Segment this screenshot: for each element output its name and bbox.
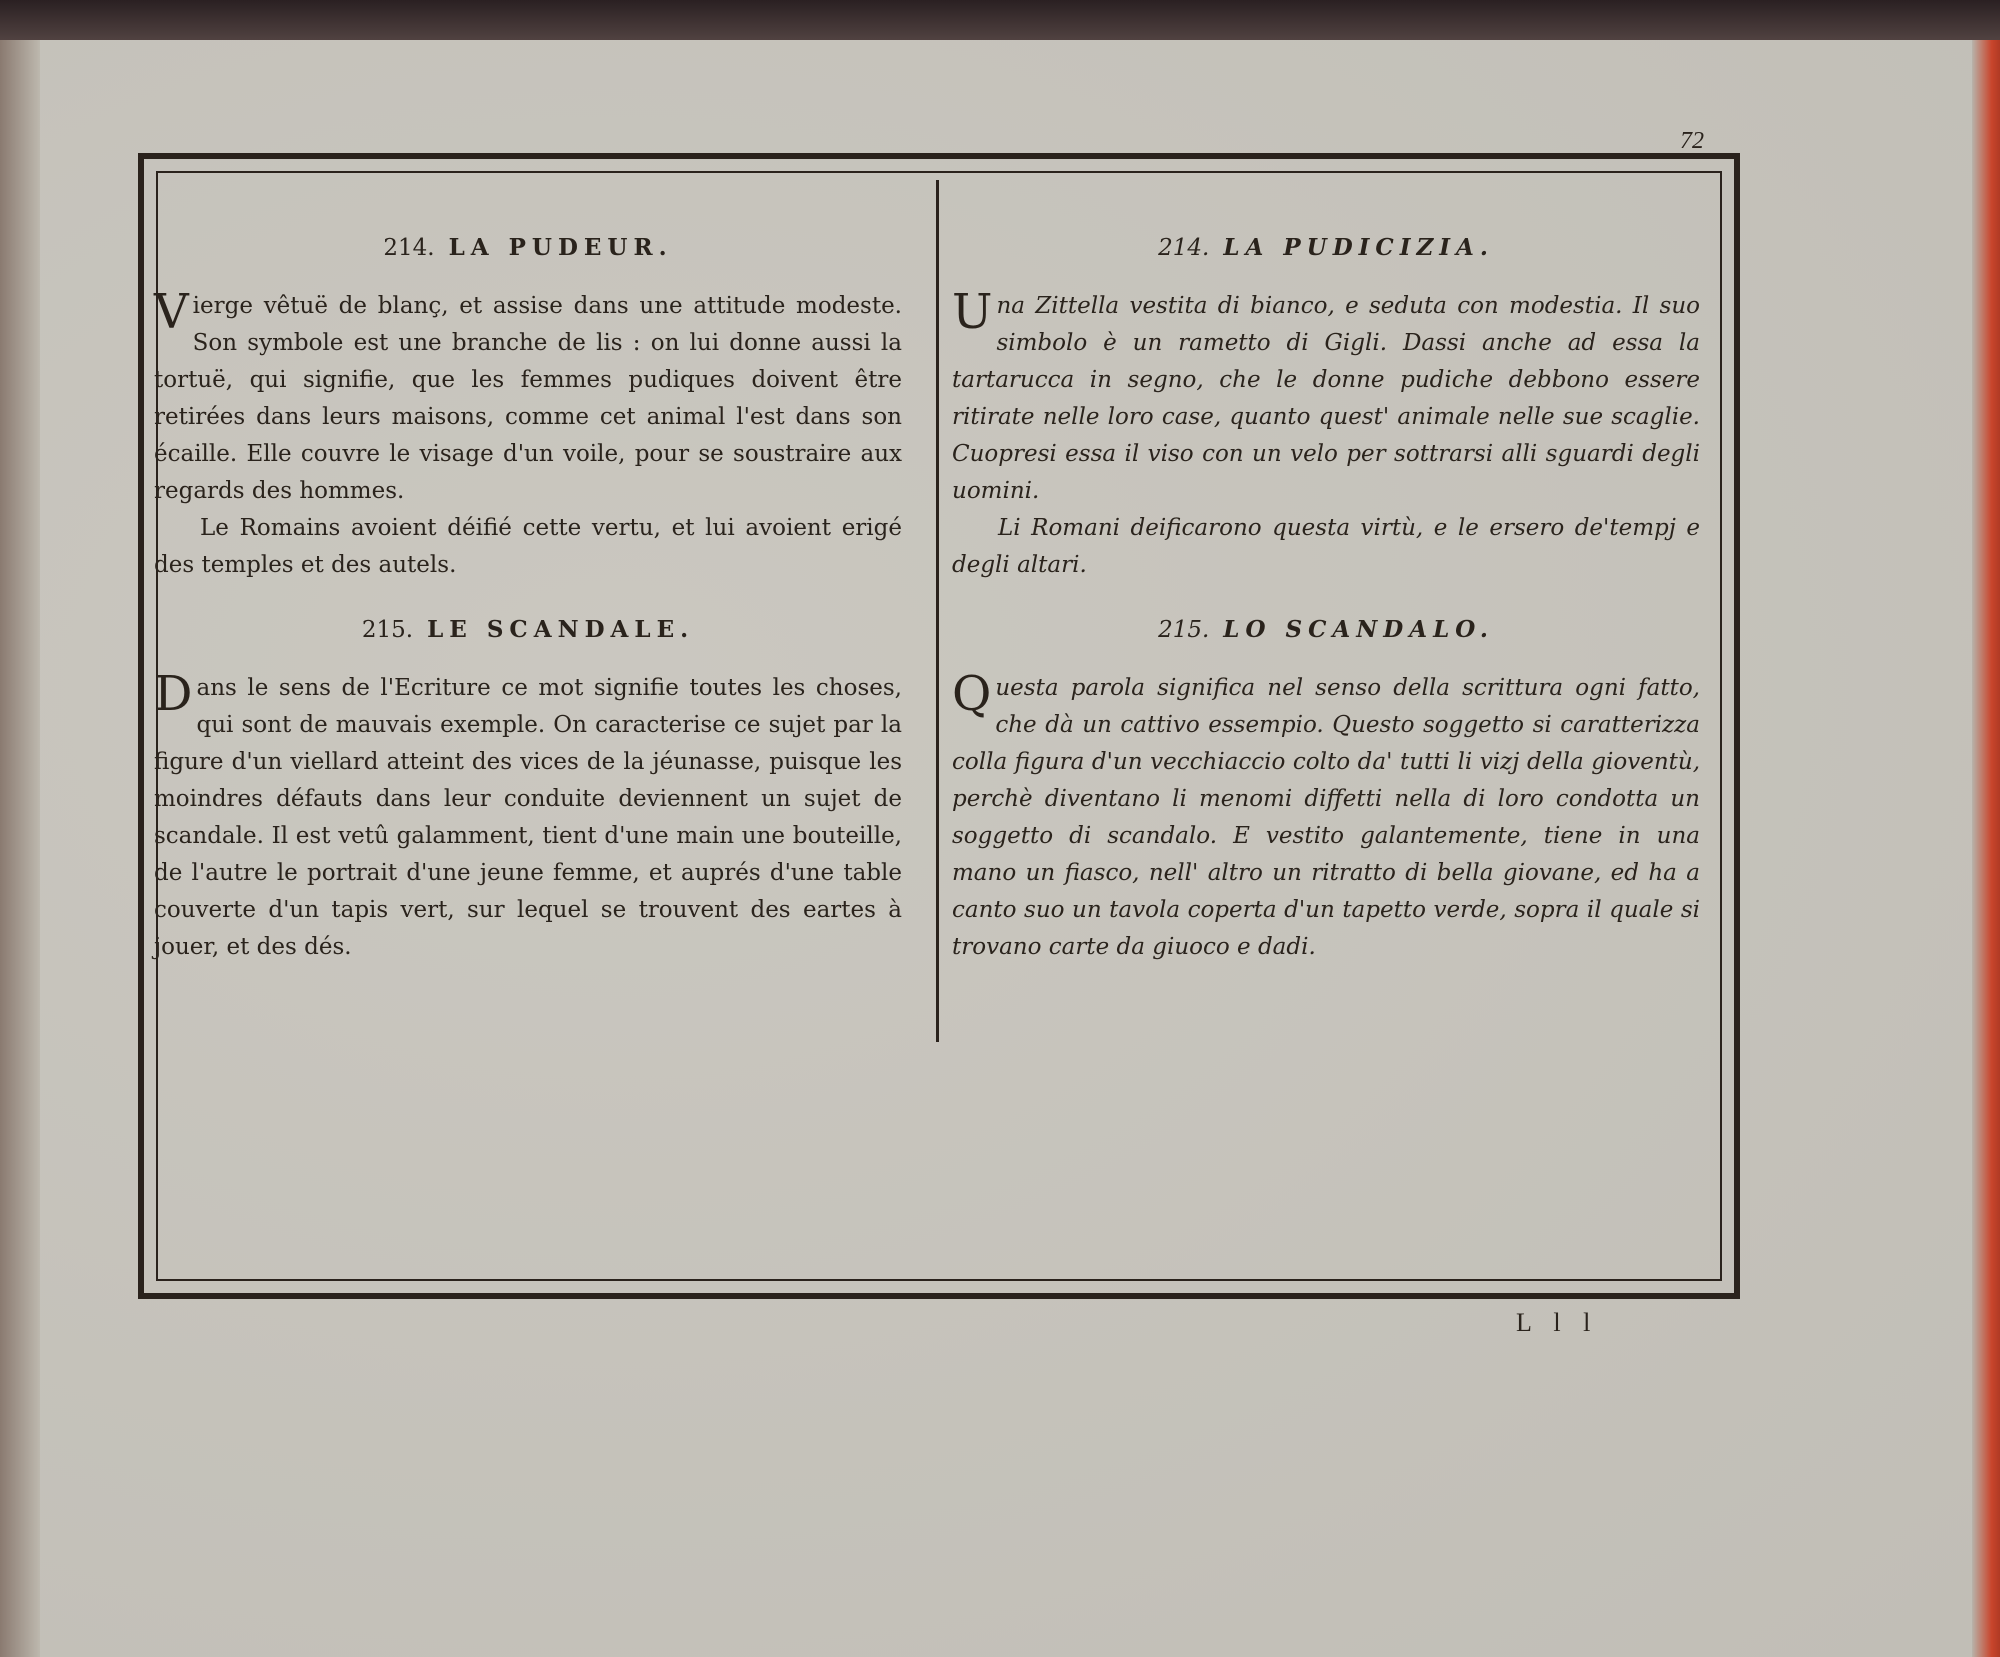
entry-body [952,284,1700,510]
entry-number: 214. [383,235,435,261]
entry-heading [154,230,902,266]
entry-body-second-paragraph: Le Romains avoient déifié cette vertu, et lui avoient erigé des temples et des autels. [154,515,902,578]
entry-text: ierge vêtuë de blanç, et assise dans une attitude modeste. Son symbole est une branche de lis : on lui donne aussi la tortuë, qui signifie, que les femmes pudiques doivent être retirées dans leurs maisons, comme cet animal l'est dans son écaille. Elle couvre le visage d'un voile, pour se soustraire aux regards des hommes. [154,293,902,504]
french-column [154,230,902,966]
entry-number: 215. [361,617,414,643]
drop-cap: V [154,284,189,340]
entry-number: 215. [1158,617,1210,643]
entry-text: ans le sens de l'Ecriture ce mot signifie toutes les choses, qui sont de mauvais exemple. On caracterise ce sujet par la figure d'un viellard atteint des vices de la jéunasse, puisque les moindres défauts dans leur conduite deviennent un sujet de scandale. Il est vetû galamment, tient d'une main une bouteille, de l'autre le portrait d'une jeune femme, et auprés d'une table couverte d'un tapis vert, sur lequel se trouvent des eartes à jouer, et des dés. [154,675,902,960]
drop-cap: U [952,284,993,340]
italian-column [952,230,1700,966]
entry-body [154,284,902,510]
drop-cap: Q [952,666,992,722]
page-number: 72 [1680,128,1704,154]
drop-cap: D [154,666,193,722]
entry-214-it [952,230,1700,584]
column-divider [936,180,939,1042]
page-edge [1972,40,2000,1657]
entry-heading [154,612,902,648]
entry-214-fr [154,230,902,584]
entry-text: na Zittella vestita di bianco, e seduta con modestia. Il suo simbolo è un rametto di Gigli. Dassi anche ad essa la tartarucca in segno, che le donne pudiche debbono essere ritirate nelle loro case, quanto quest' animale nelle sue scaglie. Cuopresi essa il viso con un velo per sottrarsi alli sguardi degli uomini. [952,293,1700,504]
signature-mark: L l l [1516,1308,1599,1337]
entry-title: LA PUDICIZIA. [1223,234,1494,261]
entry-215-it [952,612,1700,966]
entry-number: 214. [1158,235,1210,261]
entry-215-fr [154,612,902,966]
entry-title: LA PUDEUR. [448,234,673,261]
entry-body [154,666,902,966]
entry-title: LE SCANDALE. [427,616,695,643]
entry-title: LO SCANDALO. [1223,616,1494,643]
entry-body [952,666,1700,966]
entry-heading [952,612,1700,648]
page-gutter [0,40,40,1657]
entry-body-second-paragraph: Li Romani deificarono questa virtù, e le ersero de'tempj e degli altari. [952,515,1700,578]
entry-heading [952,230,1700,266]
entry-text: uesta parola significa nel senso della scrittura ogni fatto, che dà un cattivo essempio. Questo soggetto si caratterizza colla figura d'un vecchiaccio colto da' tutti li vizj della gioventù, perchè diventano li menomi diffetti nella di loro condotta un soggetto di scandalo. E vestito galantemente, tiene in una mano un fiasco, nell' altro un ritratto di bella giovane, ed ha a canto suo un tavola coperta d'un tapetto verde, sopra il quale si trovano carte da giuoco e dadi. [952,675,1700,960]
